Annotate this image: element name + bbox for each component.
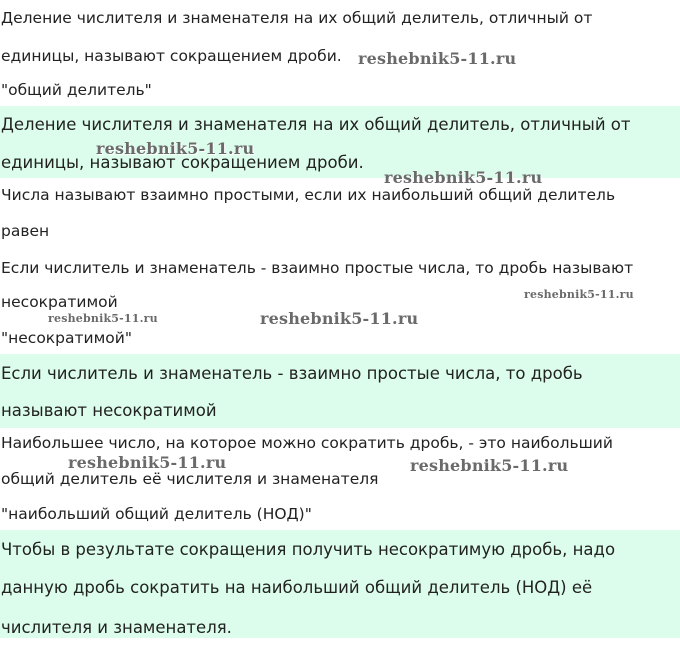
term-common-divisor <box>0 78 680 104</box>
watermark: reshebnik5-11.ru <box>96 139 255 158</box>
text-line: равен <box>1 222 50 240</box>
highlight-gcd-reduction <box>0 530 680 638</box>
text-line: Числа называют взаимно простыми, если их наибольший общий делитель <box>1 186 616 204</box>
watermark: reshebnik5-11.ru <box>524 288 634 301</box>
text-line: общий делитель её числителя и знаменателя <box>1 470 379 488</box>
text-line: "общий делитель" <box>1 81 152 99</box>
paragraph-coprime-numbers <box>0 182 680 246</box>
highlight-irreducible-fraction <box>0 354 680 428</box>
term-irreducible <box>0 326 680 352</box>
text-line: "наибольший общий делитель (НОД)" <box>1 505 312 523</box>
watermark: reshebnik5-11.ru <box>260 309 419 328</box>
text-line: Чтобы в результате сокращения получить несократимую дробь, надо <box>1 540 616 559</box>
text-line: "несократимой" <box>1 329 132 347</box>
text-line: единицы, называют сокращением дроби. <box>1 47 342 65</box>
watermark: reshebnik5-11.ru <box>384 168 543 187</box>
term-gcd <box>0 502 680 528</box>
text-line: единицы, называют сокращением дроби. <box>1 153 364 172</box>
text-line: данную дробь сократить на наибольший общий делитель (НОД) её <box>1 578 593 597</box>
watermark: reshebnik5-11.ru <box>48 312 158 325</box>
text-line: Если числитель и знаменатель - взаимно простые числа, то дробь <box>1 364 583 383</box>
watermark: reshebnik5-11.ru <box>68 453 227 472</box>
text-line: несократимой <box>1 293 118 311</box>
text-line: Деление числителя и знаменателя на их общий делитель, отличный от <box>1 9 593 27</box>
text-line: Если числитель и знаменатель - взаимно простые числа, то дробь называют <box>1 259 634 277</box>
text-line: Наибольшее число, на которое можно сократить дробь, - это наибольший <box>1 434 613 452</box>
text-line: числителя и знаменателя. <box>1 618 232 637</box>
watermark: reshebnik5-11.ru <box>410 456 569 475</box>
paragraph-definition-reduction <box>0 6 680 70</box>
watermark: reshebnik5-11.ru <box>358 49 517 68</box>
text-line: называют несократимой <box>1 401 217 420</box>
text-line: Деление числителя и знаменателя на их общий делитель, отличный от <box>1 115 631 134</box>
